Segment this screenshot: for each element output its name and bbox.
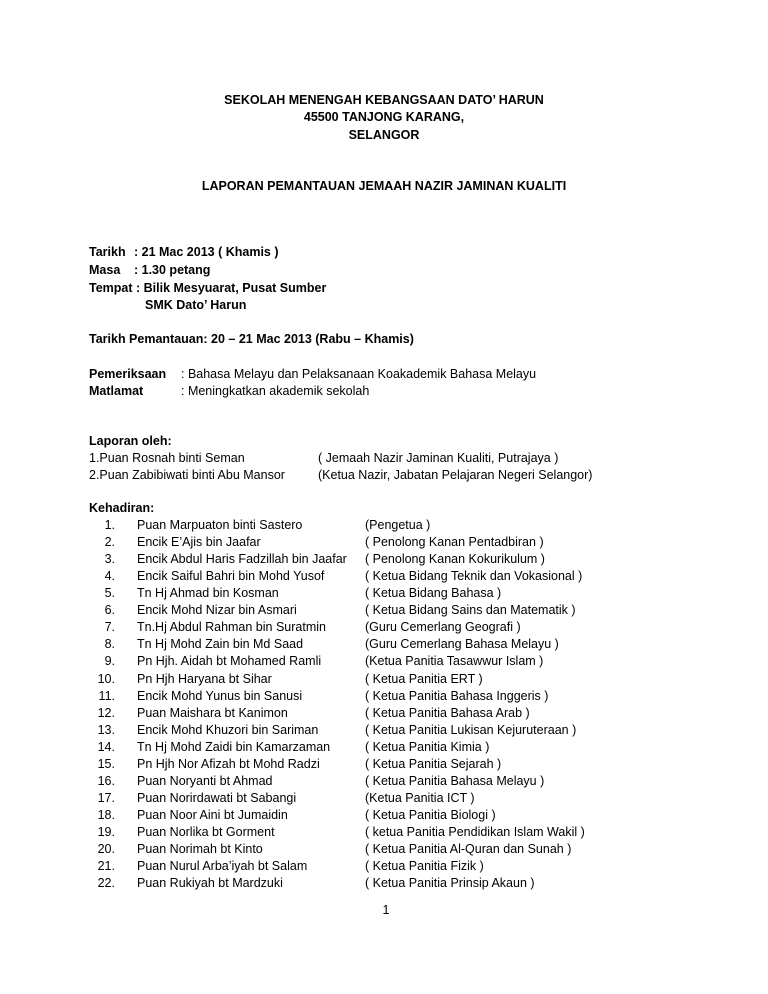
attendee-name: Pn Hjh Nor Afizah bt Mohd Radzi [137, 756, 320, 771]
attendee-name: Pn Hjh. Aidah bt Mohamed Ramli [137, 654, 322, 669]
report-title: LAPORAN PEMANTAUAN JEMAAH NAZIR JAMINAN KUALITI [201, 179, 567, 193]
attendee-role: ( Ketua Panitia Kimia ) [365, 739, 490, 754]
time-label: Masa [89, 263, 121, 277]
attendance-number: 9. [104, 654, 115, 669]
attendee-role: ( Ketua Bidang Bahasa ) [365, 586, 502, 601]
inspection-value: : Bahasa Melayu dan Pelaksanaan Koakademik Bahasa Melayu [181, 367, 537, 381]
attendance-row [97, 739, 697, 756]
attendee-name: Encik Mohd Nizar bin Asmari [137, 603, 297, 618]
attendance-number: 14. [97, 739, 115, 754]
attendee-name: Puan Noor Aini bt Jumaidin [137, 807, 288, 822]
attendance-number: 16. [97, 773, 115, 788]
attendance-row [97, 756, 697, 773]
attendance-row [97, 653, 697, 670]
monitoring-date: Tarikh Pemantauan: 20 – 21 Mac 2013 (Rabu – Khamis) [89, 332, 414, 346]
goal-label: Matlamat [89, 384, 144, 398]
attendance-row [97, 773, 697, 790]
attendee-name: Tn Hj Mohd Zaidi bin Kamarzaman [137, 739, 331, 754]
date-label: Tarikh [89, 245, 126, 259]
attendance-row [97, 585, 697, 602]
date-value: : 21 Mac 2013 ( Khamis ) [134, 245, 279, 259]
attendee-name: Pn Hjh Haryana bt Sihar [137, 671, 272, 686]
school-address: 45500 TANJONG KARANG, [303, 110, 465, 124]
attendance-number: 8. [104, 637, 115, 652]
attendance-number: 17. [97, 790, 115, 805]
attendance-number: 7. [104, 620, 115, 635]
inspection-label: Pemeriksaan [89, 367, 167, 381]
attendance-number: 1. [104, 518, 115, 532]
attendee-role: ( Ketua Panitia Biologi ) [365, 807, 496, 822]
report-by-heading: Laporan oleh: [89, 434, 172, 448]
attendee-role: ( Ketua Bidang Teknik dan Vokasional ) [365, 569, 583, 584]
attendee-role: ( Ketua Panitia ERT ) [365, 671, 483, 686]
attendee-name: Encik Saiful Bahri bin Mohd Yusof [137, 569, 325, 584]
attendance-number: 2. [104, 535, 115, 549]
attendance-row [97, 722, 697, 739]
attendance-row [97, 824, 697, 841]
school-state: SELANGOR [348, 128, 420, 142]
attendee-name: Encik E’Ajis bin Jaafar [137, 535, 261, 549]
attendance-heading: Kehadiran: [89, 501, 155, 515]
attendee-role: ( Penolong Kanan Pentadbiran ) [365, 535, 544, 549]
attendee-role: (Ketua Panitia Tasawwur Islam ) [365, 654, 544, 669]
attendee-role: ( Ketua Panitia Bahasa Melayu ) [365, 773, 545, 788]
attendance-row [97, 841, 697, 858]
attendance-number: 15. [97, 756, 115, 771]
attendee-role: ( Ketua Bidang Sains dan Matematik ) [365, 603, 576, 618]
attendance-number: 12. [97, 705, 115, 720]
attendee-role: ( Ketua Panitia Lukisan Kejuruteraan ) [365, 722, 577, 737]
attendance-number: 3. [104, 552, 115, 567]
attendee-role: ( Penolong Kanan Kokurikulum ) [365, 552, 545, 567]
attendee-role: ( Ketua Panitia Sejarah ) [365, 756, 502, 771]
attendance-row [97, 790, 697, 807]
attendance-row [97, 551, 697, 568]
attendee-name: Puan Maishara bt Kanimon [137, 705, 288, 720]
attendance-number: 6. [104, 603, 115, 618]
attendee-name: Encik Abdul Haris Fadzillah bin Jaafar [137, 552, 347, 567]
attendee-role: ( Ketua Panitia Bahasa Inggeris ) [365, 688, 549, 703]
attendee-name: Puan Norirdawati bt Sabangi [137, 790, 297, 805]
attendance-number: 10. [97, 671, 115, 686]
attendance-row [97, 602, 697, 619]
attendee-name: Puan Norlika bt Gorment [137, 824, 275, 839]
place-label: Tempat [89, 281, 133, 295]
attendee-name: Encik Mohd Khuzori bin Sariman [137, 722, 319, 737]
attendance-number: 4. [104, 569, 115, 584]
attendee-role: (Pengetua ) [365, 518, 431, 532]
time-value: : 1.30 petang [134, 263, 211, 277]
attendance-number: 5. [104, 586, 115, 601]
attendee-role: ( Ketua Panitia Prinsip Akaun ) [365, 876, 535, 890]
attendance-row [97, 517, 697, 534]
attendee-name: Puan Noryanti bt Ahmad [137, 773, 273, 788]
attendance-row [97, 636, 697, 653]
attendance-row [97, 688, 697, 705]
attendee-name: Encik Mohd Yunus bin Sanusi [137, 688, 303, 703]
attendee-role: ( Ketua Panitia Bahasa Arab ) [365, 705, 530, 720]
page-number: 1 [382, 903, 390, 917]
attendee-name: Puan Rukiyah bt Mardzuki [137, 876, 283, 890]
attendance-row [97, 534, 697, 551]
goal-value: : Meningkatkan akademik sekolah [181, 384, 370, 398]
attendance-row [97, 619, 697, 636]
attendance-row [97, 671, 697, 688]
attendee-role: (Guru Cemerlang Geografi ) [365, 620, 521, 635]
attendance-number: 11. [98, 688, 115, 703]
attendance-row [97, 858, 697, 875]
reporter-name: 1.Puan Rosnah binti Seman [89, 451, 245, 465]
reporter-name: 2.Puan Zabibiwati binti Abu Mansor [89, 468, 285, 482]
reporter-role: ( Jemaah Nazir Jaminan Kualiti, Putrajaya ) [318, 451, 559, 465]
attendance-row [97, 705, 697, 722]
attendance-number: 18. [97, 807, 115, 822]
school-name: SEKOLAH MENENGAH KEBANGSAAN DATO’ HARUN [224, 93, 544, 107]
attendee-name: Puan Nurul Arba’iyah bt Salam [137, 859, 308, 873]
attendee-role: ( Ketua Panitia Al-Quran dan Sunah ) [365, 842, 572, 856]
attendee-name: Puan Norimah bt Kinto [137, 842, 263, 856]
attendee-name: Tn Hj Ahmad bin Kosman [137, 586, 279, 601]
attendance-number: 22. [97, 876, 115, 890]
attendance-number: 20. [97, 842, 115, 856]
attendee-role: ( Ketua Panitia Fizik ) [365, 859, 484, 873]
attendee-name: Tn Hj Mohd Zain bin Md Saad [137, 637, 304, 652]
attendance-number: 21. [97, 859, 115, 873]
attendee-role: (Guru Cemerlang Bahasa Melayu ) [365, 637, 559, 652]
attendance-row [97, 807, 697, 824]
attendance-row [97, 568, 697, 585]
attendee-role: ( ketua Panitia Pendidikan Islam Wakil ) [365, 824, 585, 839]
place-value: : Bilik Mesyuarat, Pusat Sumber [136, 281, 327, 295]
reporter-role: (Ketua Nazir, Jabatan Pelajaran Negeri Selangor) [318, 468, 593, 482]
attendance-number: 19. [97, 824, 115, 839]
attendee-role: (Ketua Panitia ICT ) [365, 790, 475, 805]
attendee-name: Puan Marpuaton binti Sastero [137, 518, 303, 532]
attendance-number: 13. [97, 722, 115, 737]
attendee-name: Tn.Hj Abdul Rahman bin Suratmin [137, 620, 326, 635]
attendance-row [97, 875, 697, 892]
meeting-place-line2: SMK Dato’ Harun [145, 298, 247, 312]
